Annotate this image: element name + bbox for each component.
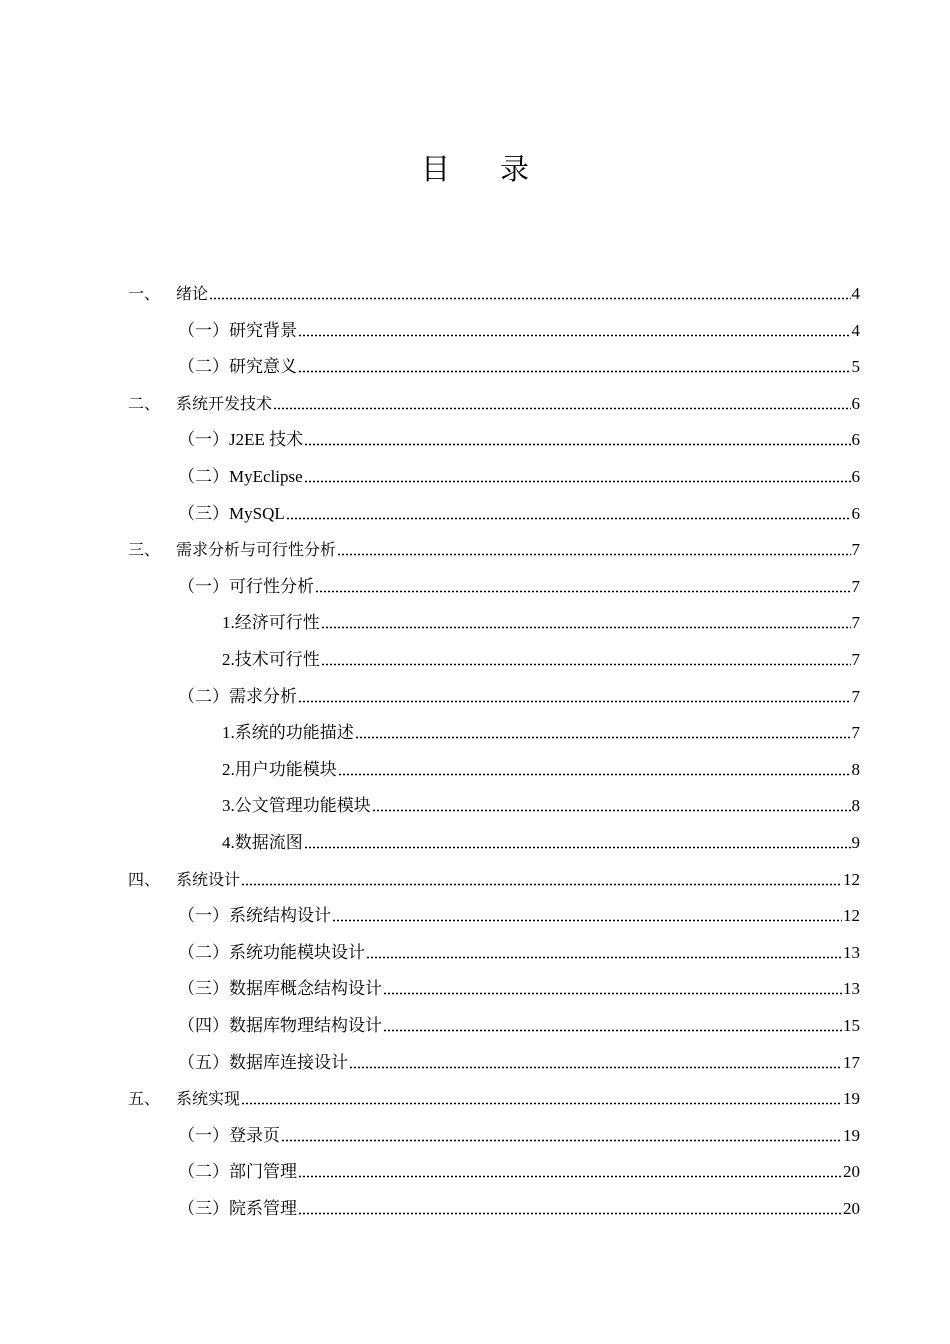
toc-leader-dots: [304, 443, 850, 446]
toc-entry[interactable]: [178, 499, 860, 525]
toc-entry[interactable]: [128, 279, 860, 305]
toc-entry[interactable]: [222, 791, 860, 817]
toc-leader-dots: [298, 1175, 842, 1178]
toc-entry-page: 12: [843, 906, 860, 926]
toc-entry[interactable]: [128, 1084, 860, 1110]
toc-entry-label: 绪论: [176, 284, 209, 303]
toc-entry-page: 8: [851, 796, 860, 816]
toc-leader-dots: [298, 700, 851, 703]
toc-leader-dots: [304, 480, 851, 483]
toc-entry-page: 19: [843, 1125, 860, 1145]
toc-entry-label: 系统实现: [176, 1089, 241, 1109]
toc-entry-page: 4: [851, 320, 860, 340]
toc-entry-page: 7: [851, 723, 860, 743]
toc-leader-dots: [321, 626, 851, 629]
toc-entry-page: 15: [843, 1016, 860, 1035]
toc-entry-label: 1.经济可行性: [222, 613, 320, 633]
toc-leader-dots: [315, 590, 851, 593]
toc-entry[interactable]: [222, 828, 860, 854]
toc-entry-page: 7: [851, 576, 860, 596]
toc-leader-dots: [281, 1139, 842, 1142]
toc-entry[interactable]: [178, 316, 860, 342]
toc-entry-label: 2.技术可行性: [222, 650, 320, 669]
toc-entry-number: 五、: [128, 1089, 161, 1109]
toc-entry-page: 6: [851, 503, 860, 523]
toc-entry-label: （一）登录页: [178, 1125, 280, 1145]
toc-entry-label: （三）数据库概念结构设计: [178, 979, 382, 999]
toc-entry-label: 4.数据流图: [222, 833, 303, 852]
toc-entry-label: （二）需求分析: [178, 686, 297, 706]
toc-entry-page: 17: [843, 1052, 860, 1072]
toc-leader-dots: [304, 846, 851, 849]
page-title: [0, 150, 950, 190]
toc-entry-page: 20: [843, 1199, 860, 1218]
toc-entry-page: 7: [851, 613, 860, 633]
toc-entry-label: （二）研究意义: [178, 357, 297, 377]
toc-entry-label: （二）部门管理: [178, 1162, 297, 1182]
toc-leader-dots: [209, 297, 850, 300]
toc-leader-dots: [349, 1066, 842, 1069]
toc-entry-page: 8: [851, 759, 860, 779]
toc-leader-dots: [337, 553, 850, 556]
toc-entry[interactable]: [178, 974, 860, 1000]
title-char-right: 录: [500, 154, 530, 186]
toc-entry-label: 系统设计: [176, 869, 241, 889]
toc-entry-number: 二、: [128, 393, 161, 413]
toc-entry-label: （四）数据库物理结构设计: [178, 1016, 382, 1035]
toc-leader-dots: [298, 334, 851, 337]
toc-entry[interactable]: [178, 1157, 860, 1183]
toc-leader-dots: [286, 517, 851, 520]
toc-leader-dots: [298, 1212, 842, 1215]
toc-entry-page: 6: [851, 430, 860, 450]
toc-entry[interactable]: [128, 535, 860, 561]
toc-leader-dots: [298, 370, 851, 373]
toc-entry-label: 系统开发技术: [176, 393, 273, 413]
toc-entry-label: （五）数据库连接设计: [178, 1052, 348, 1072]
toc-leader-dots: [372, 809, 851, 812]
toc-leader-dots: [366, 956, 842, 959]
toc-entry-page: 7: [851, 540, 860, 560]
toc-entry[interactable]: [178, 352, 860, 378]
toc-entry-page: 6: [851, 393, 860, 413]
toc-entry-label: 3.公文管理功能模块: [222, 796, 371, 816]
toc-entry[interactable]: [178, 572, 860, 598]
toc-leader-dots: [332, 919, 842, 922]
toc-leader-dots: [355, 736, 851, 739]
toc-entry-label: （二）MyEclipse: [178, 467, 303, 486]
toc-leader-dots: [338, 773, 851, 776]
toc-entry-label: （一）研究背景: [178, 320, 297, 340]
toc-entry-page: 20: [843, 1162, 860, 1182]
toc-entry[interactable]: [178, 901, 860, 927]
toc-leader-dots: [321, 663, 851, 666]
toc-entry-page: 5: [851, 357, 860, 377]
toc-entry-page: 9: [851, 833, 860, 852]
toc-entry-page: 7: [851, 686, 860, 706]
toc-entry[interactable]: [178, 1048, 860, 1074]
toc-entry-label: （一）可行性分析: [178, 576, 314, 596]
toc-entry-page: 19: [843, 1089, 860, 1109]
toc-entry-number: 三、: [128, 540, 161, 560]
toc-entry[interactable]: [222, 755, 860, 781]
toc-entry-page: 7: [851, 650, 860, 669]
toc-entry-label: 2.用户功能模块: [222, 759, 337, 779]
toc-entry-label: （三）MySQL: [178, 503, 285, 523]
toc-entry[interactable]: [128, 389, 860, 415]
toc-entry[interactable]: [178, 938, 860, 964]
toc-entry-label: 需求分析与可行性分析: [176, 540, 337, 560]
toc-leader-dots: [273, 407, 850, 410]
toc-entry[interactable]: [178, 1011, 860, 1037]
toc-entry[interactable]: [178, 425, 860, 451]
toc-entry-page: 12: [843, 869, 860, 889]
toc-entry-page: 13: [843, 979, 860, 999]
toc-leader-dots: [383, 1029, 842, 1032]
toc-entry-label: （一）系统结构设计: [178, 906, 331, 926]
toc-entry-label: 1.系统的功能描述: [222, 723, 354, 743]
toc-leader-dots: [383, 992, 842, 995]
toc-entry-number: 一、: [128, 284, 161, 303]
toc-entry[interactable]: [178, 1121, 860, 1147]
toc-leader-dots: [241, 883, 842, 886]
toc-entry[interactable]: [178, 462, 860, 488]
toc-entry[interactable]: [222, 608, 860, 634]
toc-entry-page: 4: [851, 284, 860, 303]
toc-entry[interactable]: [178, 1194, 860, 1220]
toc-leader-dots: [241, 1102, 842, 1105]
toc-entry-number: 四、: [128, 869, 161, 889]
toc-entry[interactable]: [128, 865, 860, 891]
toc-entry[interactable]: [222, 645, 860, 671]
toc-entry-label: （二）系统功能模块设计: [178, 942, 365, 962]
toc-entry[interactable]: [222, 718, 860, 744]
toc-entry[interactable]: [178, 682, 860, 708]
toc-entry-label: （一）J2EE 技术: [178, 430, 304, 450]
toc-entry-label: （三）院系管理: [178, 1199, 297, 1218]
title-char-left: 目: [420, 154, 450, 186]
toc-entry-page: 13: [843, 942, 860, 962]
toc-entry-page: 6: [851, 467, 860, 486]
